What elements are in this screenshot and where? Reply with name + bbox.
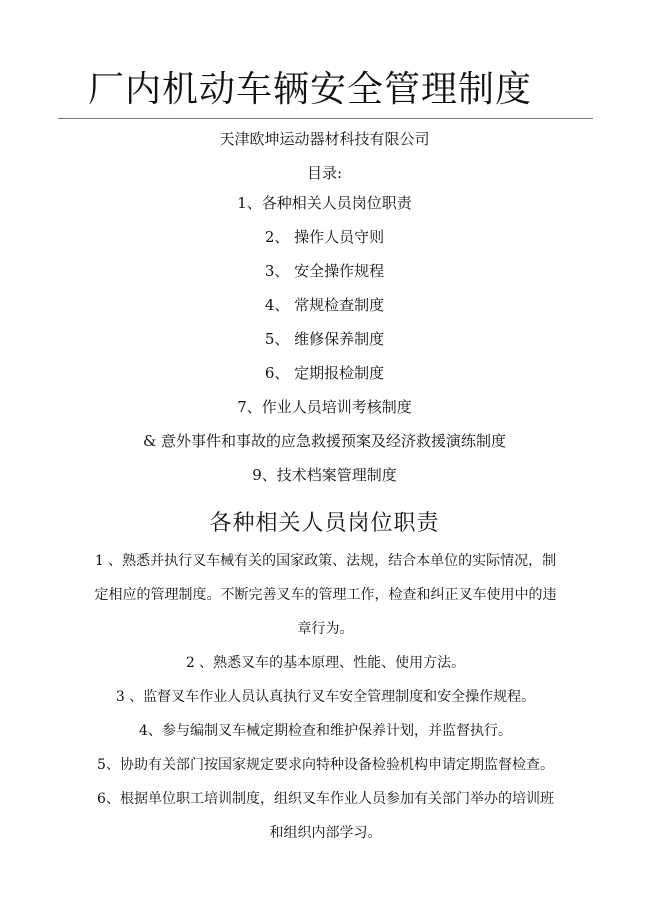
duty-item — [58, 544, 593, 646]
duty-text: 6、根据单位职工培训制度，组织叉车作业人员参加有关部门举办的培训班和组织内部学习。 — [97, 791, 554, 841]
title-divider — [58, 118, 593, 119]
toc-item: 3、 安全操作规程 — [264, 262, 385, 280]
duty-item — [58, 782, 593, 850]
toc-item: 7、作业人员培训考核制度 — [237, 398, 412, 416]
duty-text: 1 、熟悉并执行叉车械有关的国家政策、法规，结合本单位的实际情况，制定相应的管理制度。不断完善叉车的管理工作，检查和纠正叉车使用中的违章行为。 — [94, 553, 557, 637]
toc-item: 6、 定期报检制度 — [264, 364, 385, 382]
toc-item: 4、 常规检查制度 — [264, 296, 385, 314]
duty-item: 4、参与编制叉车械定期检查和维护保养计划，并监督执行。 — [139, 723, 512, 739]
toc-item: 9、技术档案管理制度 — [252, 466, 397, 484]
toc-label: 目录: — [306, 164, 343, 182]
toc-item: & 意外事件和事故的应急救援预案及经济救援演练制度 — [142, 432, 507, 450]
duties-list — [58, 544, 593, 850]
company-name: 天津欧坤运动器材科技有限公司 — [219, 130, 430, 148]
toc-item: 5、 维修保养制度 — [264, 330, 385, 348]
duty-item: 2 、熟悉叉车的基本原理、性能、使用方法。 — [185, 655, 466, 671]
toc-item: 2、 操作人员守则 — [264, 228, 385, 246]
toc-item: 1、各种相关人员岗位职责 — [237, 194, 412, 212]
duty-item: 3 、监督叉车作业人员认真执行叉车安全管理制度和安全操作规程。 — [115, 689, 536, 705]
duty-item: 5、协助有关部门按国家规定要求向特种设备检验机构申请定期监督检查。 — [97, 757, 554, 773]
section-title: 各种相关人员岗位职责 — [209, 511, 440, 536]
table-of-contents — [0, 193, 649, 499]
page-title: 厂内机动车辆安全管理制度 — [88, 69, 533, 110]
